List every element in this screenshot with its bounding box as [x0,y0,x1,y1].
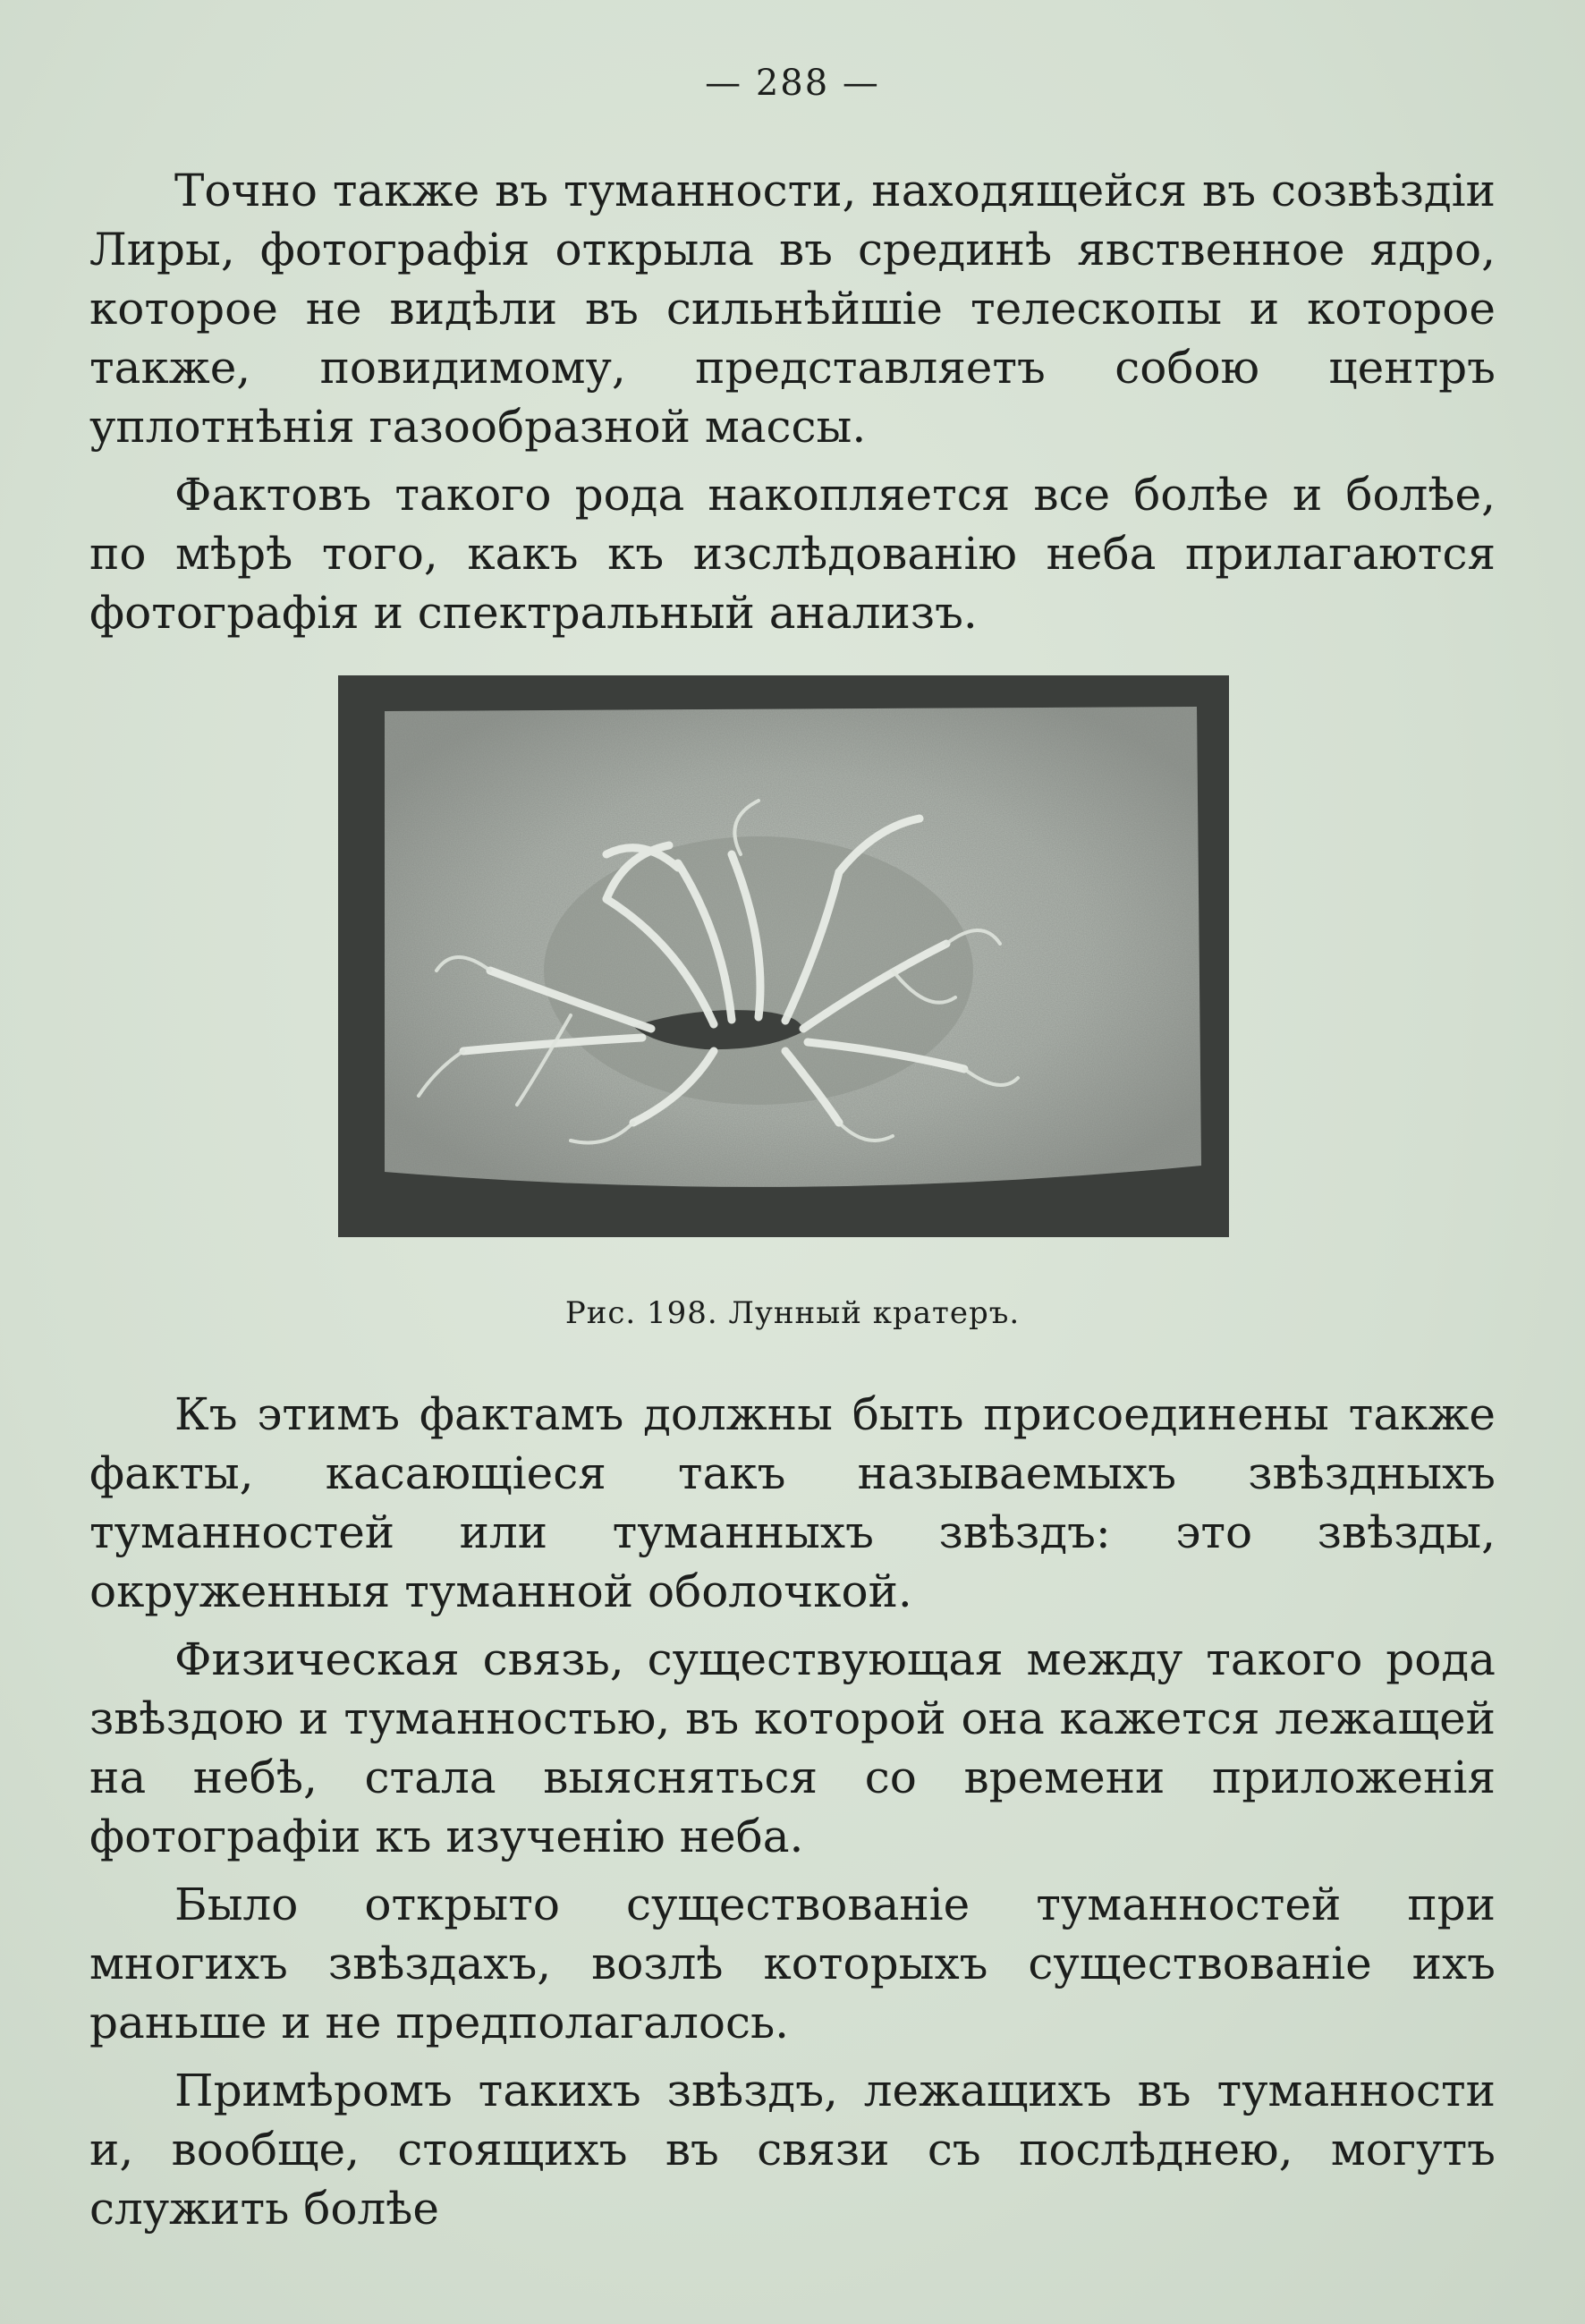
paragraph: Точно также въ туманности, находящейся въ созвѣздіи Лиры, фотографія открыла въ срединѣ явственное ядро, которое не видѣли въ сильнѣйшіе телескопы и которое также, повидимому, представляетъ собою центръ уплотнѣнія газообразной массы. [89,165,1496,453]
page-number: — 288 — [705,63,880,104]
lunar-crater-photo [338,675,1229,1237]
text-block-bottom [89,1385,1496,2238]
paragraph: Фактовъ такого рода накопляется все болѣе и болѣе, по мѣрѣ того, какъ къ изслѣдованію неба прилагаются фотографія и спектральный анализъ. [89,469,1496,639]
paragraph: Примѣромъ такихъ звѣздъ, лежащихъ въ туманности и, вообще, стоящихъ въ связи съ послѣднею, могутъ служить болѣе [89,2065,1496,2235]
text-block-top [89,161,1496,642]
paragraph: Физическая связь, существующая между такого рода звѣздою и туманностью, въ которой она кажется лежащей на небѣ, стала выясняться со времени приложенія фотографіи къ изученію неба. [89,1633,1496,1862]
paragraph: Было открыто существованіе туманностей при многихъ звѣздахъ, возлѣ которыхъ существованіе ихъ раньше и не предполагалось. [89,1879,1496,2048]
figure-caption: Рис. 198. Лунный кратеръ. [564,1295,1021,1331]
paragraph: Къ этимъ фактамъ должны быть присоединены также факты, касающіеся такъ называемыхъ звѣздныхъ туманностей или туманныхъ звѣздъ: это звѣзды, окруженныя туманной оболочкой. [89,1388,1496,1617]
